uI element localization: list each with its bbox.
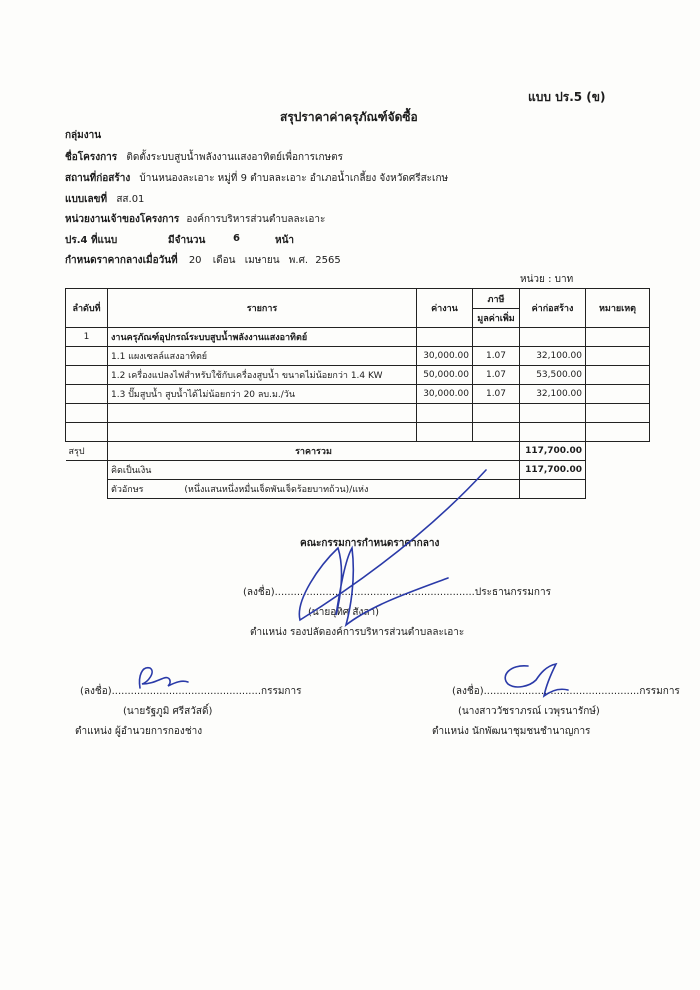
row-cost: 30,000.00 xyxy=(417,347,473,366)
agency-label: หน่วยงานเจ้าของโครงการ xyxy=(65,214,180,225)
form-code: แบบ ปร.5 (ข) xyxy=(528,90,606,104)
member-right-signature xyxy=(505,664,568,696)
chair-name: (นายอุทิศ สังลา) xyxy=(308,607,379,618)
member-left-name: (นายรัฐภูมิ ศรีสวัสดิ์) xyxy=(123,706,213,717)
header-item: รายการ xyxy=(108,289,417,328)
location-label: สถานที่ก่อสร้าง xyxy=(65,173,131,184)
header-note: หมายเหตุ xyxy=(586,289,650,328)
row-cost: 30,000.00 xyxy=(417,385,473,404)
page-title: สรุปราคาค่าครุภัณฑ์จัดซื้อ xyxy=(280,110,418,124)
header-total: ค่าก่อสร้าง xyxy=(520,289,586,328)
row-factor: 1.07 xyxy=(473,347,520,366)
in-words-value: (หนึ่งแสนหนึ่งหมื่นเจ็ดพันเจ็ดร้อยบาทถ้วน)/แห่ง xyxy=(184,485,369,495)
date-year: 2565 xyxy=(315,255,341,266)
row-total: 32,100.00 xyxy=(520,385,586,404)
row-cost: 50,000.00 xyxy=(417,366,473,385)
row-factor: 1.07 xyxy=(473,366,520,385)
agency-value: องค์การบริหารส่วนตำบลละเอาะ xyxy=(186,214,326,225)
member-right-sign-prefix: (ลงชื่อ)................................................. xyxy=(452,686,640,697)
group-seq: 1 xyxy=(66,328,108,347)
group-label: กลุ่มงาน xyxy=(65,130,102,141)
date-month: เมษายน xyxy=(244,255,280,266)
chair-role: ประธานกรรมการ xyxy=(474,587,551,598)
member-right-role: กรรมการ xyxy=(639,686,680,697)
as-money-label: คิดเป็นเงิน xyxy=(108,461,520,480)
header-seq: ลำดับที่ xyxy=(66,289,108,328)
member-right-position: ตำแหน่ง นักพัฒนาชุมชนชำนาญการ xyxy=(432,726,591,737)
date-label: กำหนดราคากลางเมื่อวันที่ xyxy=(65,255,178,266)
plan-label: แบบเลขที่ xyxy=(65,194,108,205)
plan-value: สส.01 xyxy=(116,194,145,205)
row-total: 53,500.00 xyxy=(520,366,586,385)
chair-position: ตำแหน่ง รองปลัดองค์การบริหารส่วนตำบลละเอาะ xyxy=(250,627,465,638)
member-left-signature xyxy=(139,668,188,688)
member-left-sign-prefix: (ลงชื่อ)............................................... xyxy=(80,686,262,697)
chair-signature xyxy=(299,470,486,625)
chair-sign-prefix: (ลงชื่อ)............................................................... xyxy=(243,587,475,598)
header-vat-top: ภาษี xyxy=(487,294,505,305)
page-label: หน้า xyxy=(275,235,295,246)
row-item: 1.2 เครื่องแปลงไฟสำหรับใช้กับเครื่องสูบน้ำ ขนาดไม่น้อยกว่า 1.4 KW xyxy=(108,366,417,385)
form-attached-label: ปร.4 ที่แนบ xyxy=(65,235,118,246)
row-total: 32,100.00 xyxy=(520,347,586,366)
member-left-position: ตำแหน่ง ผู้อำนวยการกองช่าง xyxy=(75,726,203,737)
header-vat-bottom: มูลค่าเพิ่ม xyxy=(473,308,519,325)
date-day: 20 xyxy=(188,255,202,266)
unit-note: หน่วย : บาท xyxy=(520,274,574,285)
summary-label: สรุป xyxy=(66,442,108,461)
row-factor: 1.07 xyxy=(473,385,520,404)
member-right-name: (นางสาววัชราภรณ์ เวพุรนารักษ์) xyxy=(458,706,600,717)
group-title: งานครุภัณฑ์อุปกรณ์ระบบสูบน้ำพลังงานแสงอาทิตย์ xyxy=(108,328,417,347)
count-value: 6 xyxy=(233,233,240,244)
header-cost: ค่างาน xyxy=(417,289,473,328)
count-label: มีจำนวน xyxy=(168,235,206,246)
sum-label: ราคารวม xyxy=(108,442,520,461)
member-left-role: กรรมการ xyxy=(261,686,302,697)
date-month-label: เดือน xyxy=(212,255,236,266)
project-label: ชื่อโครงการ xyxy=(65,152,118,163)
location-value: บ้านหนองละเอาะ หมู่ที่ 9 ตำบลละเอาะ อำเภอน้ำเกลี้ยง จังหวัดศรีสะเกษ xyxy=(139,173,449,184)
row-item: 1.3 ปั๊มสูบน้ำ สูบน้ำได้ไม่น้อยกว่า 20 ลบ.ม./วัน xyxy=(108,385,417,404)
sum-value: 117,700.00 xyxy=(520,442,586,461)
row-item: 1.1 แผงเซลล์แสงอาทิตย์ xyxy=(108,347,417,366)
in-words-label: ตัวอักษร xyxy=(111,485,144,495)
as-money-value: 117,700.00 xyxy=(520,461,586,480)
date-year-label: พ.ศ. xyxy=(288,255,309,266)
project-value: ติดตั้งระบบสูบน้ำพลังงานแสงอาทิตย์เพื่อการเกษตร xyxy=(126,152,343,163)
committee-title: คณะกรรมการกำหนดราคากลาง xyxy=(300,538,440,549)
